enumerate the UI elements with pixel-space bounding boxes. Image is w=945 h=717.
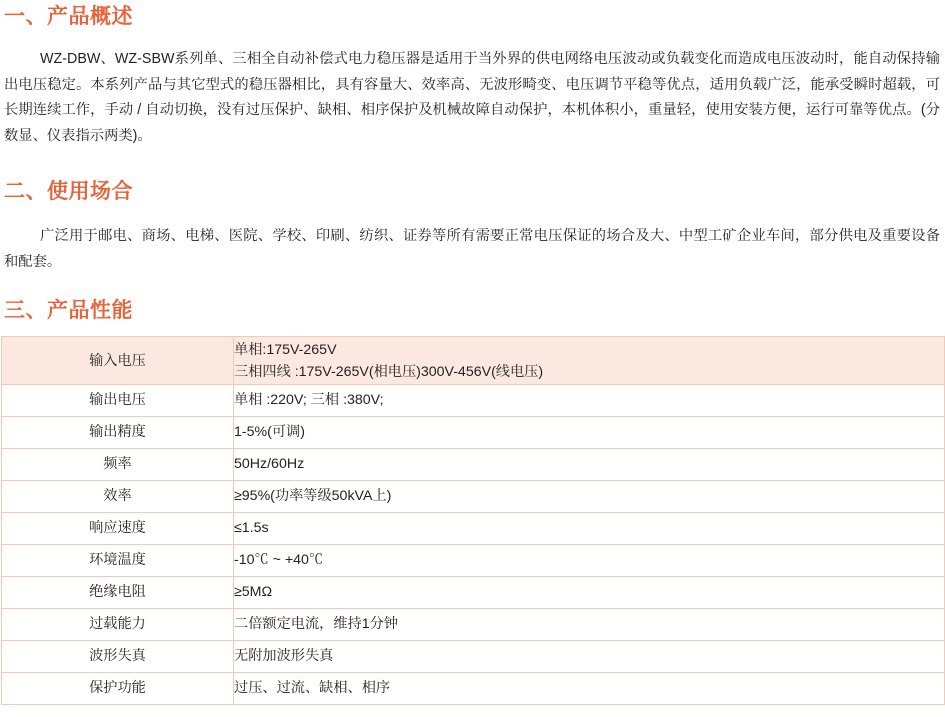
section-heading-performance: 三、产品性能 [4, 299, 133, 322]
section-heading-usage: 二、使用场合 [4, 180, 133, 203]
spec-value: 1-5%(可调) [234, 417, 945, 449]
table-row [2, 545, 945, 577]
spec-value: ≥5MΩ [234, 577, 945, 609]
spec-label: 频率 [2, 449, 234, 481]
spec-value: 50Hz/60Hz [234, 449, 945, 481]
table-row [2, 417, 945, 449]
spec-label: 绝缘电阻 [2, 577, 234, 609]
spec-value: 过压、过流、缺相、相序 [234, 673, 945, 705]
spec-value: 单相 :220V; 三相 :380V; [234, 385, 945, 417]
table-row [2, 641, 945, 673]
spec-label: 输入电压 [2, 337, 234, 385]
table-row [2, 577, 945, 609]
spec-value [234, 337, 945, 385]
spec-label: 保护功能 [2, 673, 234, 705]
spec-value-line: 单相:175V-265V [234, 342, 337, 358]
spec-label: 输出电压 [2, 385, 234, 417]
table-row [2, 673, 945, 705]
spec-label: 波形失真 [2, 641, 234, 673]
spec-label: 过载能力 [2, 609, 234, 641]
spec-value: ≥95%(功率等级50kVA上) [234, 481, 945, 513]
table-row [2, 481, 945, 513]
table-row [2, 513, 945, 545]
spec-value: ≤1.5s [234, 513, 945, 545]
section-heading-overview: 一、产品概述 [4, 5, 133, 28]
paragraph-usage: 广泛用于邮电、商场、电梯、医院、学校、印刷、纺织、证券等所有需要正常电压保证的场合及大、中型工矿企业车间，部分供电及重要设备和配套。 [4, 228, 940, 270]
table-row [2, 337, 945, 385]
spec-label: 效率 [2, 481, 234, 513]
spec-value-line: 三相四线 :175V-265V(相电压)300V-456V(线电压) [234, 364, 544, 380]
table-row [2, 609, 945, 641]
spec-label: 响应速度 [2, 513, 234, 545]
spec-value: 无附加波形失真 [234, 641, 945, 673]
spec-value: 二倍额定电流，维持1分钟 [234, 609, 945, 641]
table-row [2, 449, 945, 481]
spec-label: 输出精度 [2, 417, 234, 449]
paragraph-overview: WZ-DBW、WZ-SBW系列单、三相全自动补偿式电力稳压器是适用于当外界的供电网络电压波动或负载变化而造成电压波动时，能自动保持输出电压稳定。本系列产品与其它型式的稳压器相比，具有容量大、效率高、无波形畸变、电压调节平稳等优点，适用负载广泛，能承受瞬时超载，可长期连续工作，手动 / 自动切换，没有过压保护、缺相、相序保护及机械故障自动保护，本机体积小，重量轻，使用安装方便，运行可靠等优点。(分数显、仪表指示两类)。 [4, 51, 940, 144]
specifications-table [1, 336, 945, 705]
table-row [2, 385, 945, 417]
spec-label: 环境温度 [2, 545, 234, 577]
spec-value: -10℃ ~ +40℃ [234, 545, 945, 577]
